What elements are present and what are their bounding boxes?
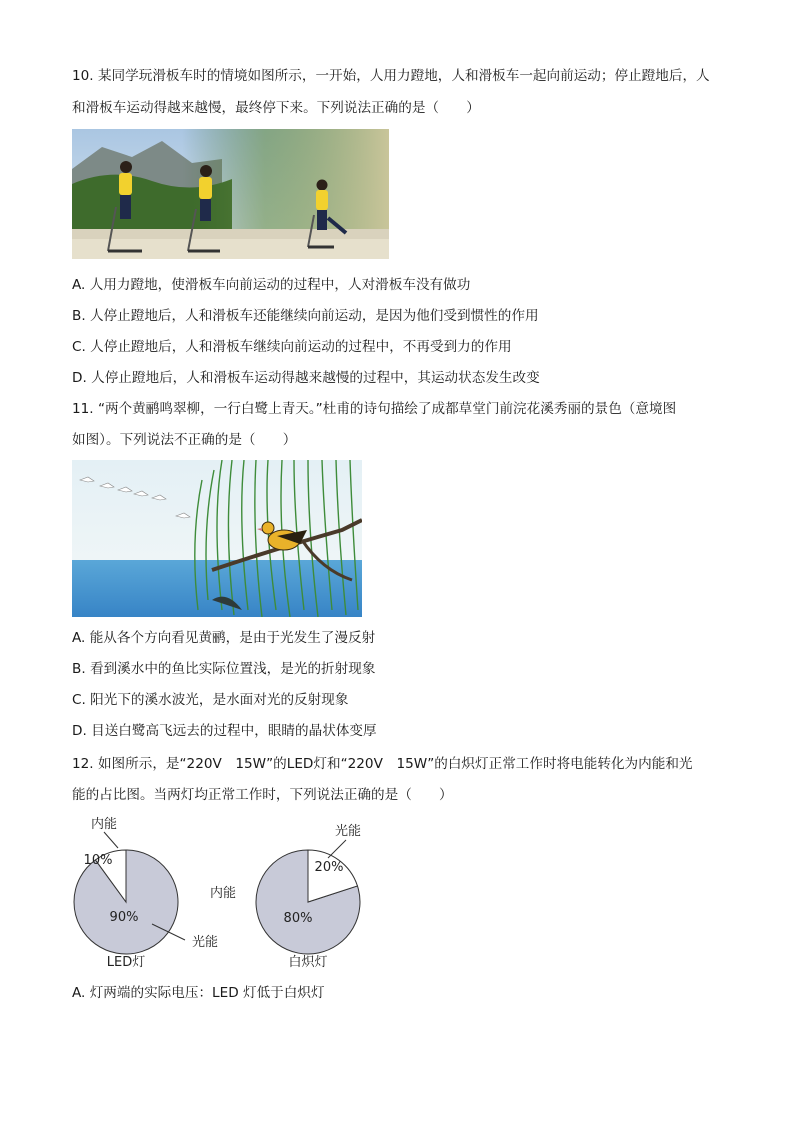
q11-option-b[interactable]: B. 看到溪水中的鱼比实际位置浅，是光的折射现象	[72, 661, 376, 677]
pie-led-light-label: 光能	[191, 935, 219, 950]
q10-option-c[interactable]: C. 人停止蹬地后，人和滑板车继续向前运动的过程中，不再受到力的作用	[72, 339, 512, 355]
q11-option-c[interactable]: C. 阳光下的溪水波光，是水面对光的反射现象	[72, 692, 349, 708]
pie-inc-heat-label: 内能	[209, 886, 237, 901]
pie-inc-light-label: 光能	[334, 824, 362, 839]
pie-incandescent	[210, 823, 361, 970]
q10-stem-line-1: 10. 某同学玩滑板车时的情境如图所示，一开始，人用力蹬地，人和滑板车一起向前运动；停止蹬地后，人	[72, 68, 710, 84]
pie-inc-light-value: 20%	[314, 860, 344, 875]
willow-oriole-figure	[72, 460, 362, 617]
q10-option-b[interactable]: B. 人停止蹬地后，人和滑板车还能继续向前运动，是因为他们受到惯性的作用	[72, 308, 539, 324]
pie-inc-heat-value: 80%	[283, 911, 313, 926]
pie-led	[74, 816, 218, 970]
pie-charts-figure	[60, 812, 380, 974]
pie-led-heat-label: 内能	[90, 817, 118, 832]
q10-stem-line-2: 和滑板车运动得越来越慢，最终停下来。下列说法正确的是（ ）	[72, 100, 480, 116]
pie-led-light-value: 90%	[109, 910, 139, 925]
q12-option-a[interactable]: A. 灯两端的实际电压：LED 灯低于白炽灯	[72, 985, 325, 1001]
q12-stem-line-1: 12. 如图所示，是“220V 15W”的LED灯和“220V 15W”的白炽灯正常工作时将电能转化为内能和光	[72, 756, 693, 772]
q10-option-d[interactable]: D. 人停止蹬地后，人和滑板车运动得越来越慢的过程中，其运动状态发生改变	[72, 370, 540, 386]
q11-stem-line-2: 如图）。下列说法不正确的是（ ）	[72, 432, 297, 448]
q11-option-a[interactable]: A. 能从各个方向看见黄鹂，是由于光发生了漫反射	[72, 630, 376, 646]
pie-led-title: LED灯	[106, 955, 146, 970]
q11-option-d[interactable]: D. 目送白鹭高飞远去的过程中，眼睛的晶状体变厚	[72, 723, 377, 739]
q12-stem-line-2: 能的占比图。当两灯均正常工作时，下列说法正确的是（ ）	[72, 787, 453, 803]
scooter-figure	[72, 129, 389, 259]
pie-inc-title: 白炽灯	[288, 955, 328, 970]
q11-stem-line-1: 11. “两个黄鹂鸣翠柳，一行白鹭上青天。”杜甫的诗句描绘了成都草堂门前浣花溪秀丽的景色（意境图	[72, 401, 677, 417]
pie-led-heat-value: 10%	[83, 853, 113, 868]
q10-option-a[interactable]: A. 人用力蹬地，使滑板车向前运动的过程中，人对滑板车没有做功	[72, 277, 471, 293]
